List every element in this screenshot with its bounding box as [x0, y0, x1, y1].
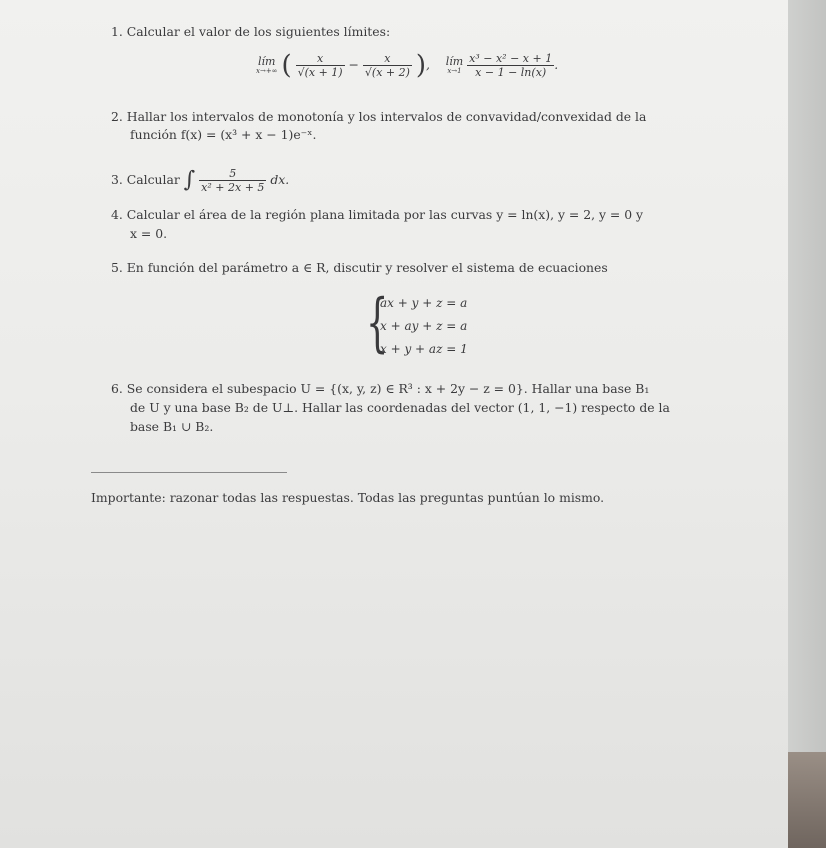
end-period: . [554, 57, 559, 72]
separator-comma: , [426, 57, 430, 72]
limit-2-fraction [467, 52, 554, 79]
question-1-label: 1. Calcular el valor de los siguientes límites: [111, 24, 391, 39]
fraction-denominator: x² + 2x + 5 [201, 181, 265, 194]
integral-sign: ∫ [183, 167, 196, 193]
fraction-numerator: x [296, 52, 345, 66]
fraction-numerator: x [363, 52, 412, 66]
fraction-numerator: x³ − x² − x + 1 [469, 52, 553, 65]
desk-background [788, 0, 826, 848]
equation-3: x + y + az = 1 [380, 342, 468, 356]
important-note: Importante: razonar todas las respuestas. Todas las preguntas puntúan lo mismo. [91, 490, 605, 505]
question-4-line-2: x = 0. [130, 226, 168, 241]
question-3 [111, 167, 289, 195]
fraction-numerator: 5 [199, 167, 266, 181]
limit-1-fraction-2 [363, 52, 412, 79]
question-6-line-3: base B₁ ∪ B₂. [130, 419, 214, 434]
question-6-line-2: de U y una base B₂ de U⊥. Hallar las coordenadas del vector (1, 1, −1) respecto de la [130, 400, 670, 415]
open-paren: ( [281, 50, 292, 81]
limit-2-subscript: x→1 [447, 67, 462, 75]
divider-line [91, 472, 287, 473]
equation-2: x + ay + z = a [380, 319, 468, 333]
question-1-limits [256, 52, 558, 88]
question-5-line-1: 5. En función del parámetro a ∈ R, discutir y resolver el sistema de ecuaciones [111, 260, 608, 275]
fraction-denominator: x − 1 − ln(x) [475, 66, 547, 79]
limit-2-operator [446, 56, 463, 75]
desk-corner [788, 752, 826, 848]
minus-sign: − [348, 57, 359, 72]
question-2-line-2: función f(x) = (x³ + x − 1)e⁻ˣ. [130, 127, 317, 142]
question-6-line-1: 6. Se considera el subespacio U = {(x, y, z) ∈ R³ : x + 2y − z = 0}. Hallar una base B₁ [111, 381, 650, 396]
question-4-line-1: 4. Calcular el área de la región plana limitada por las curvas y = ln(x), y = 2, y = 0 y [111, 207, 644, 222]
question-3-label: 3. Calcular [111, 172, 180, 187]
close-paren: ) [415, 50, 427, 81]
limit-1-subscript: x→+∞ [256, 67, 278, 75]
question-2-line-1: 2. Hallar los intervalos de monotonía y los intervalos de convavidad/convexidad de la [111, 109, 647, 124]
limit-1-op: lím [258, 55, 276, 68]
system-brace: { [366, 286, 389, 360]
limit-2-op: lím [445, 55, 464, 68]
limit-1-operator [256, 56, 278, 75]
differential: dx. [270, 172, 290, 187]
question-3-fraction [199, 167, 266, 194]
fraction-denominator: √(x + 2) [364, 66, 410, 79]
fraction-denominator: √(x + 1) [297, 66, 343, 79]
limit-1-fraction-1 [296, 52, 345, 79]
equation-1: ax + y + z = a [380, 296, 468, 310]
